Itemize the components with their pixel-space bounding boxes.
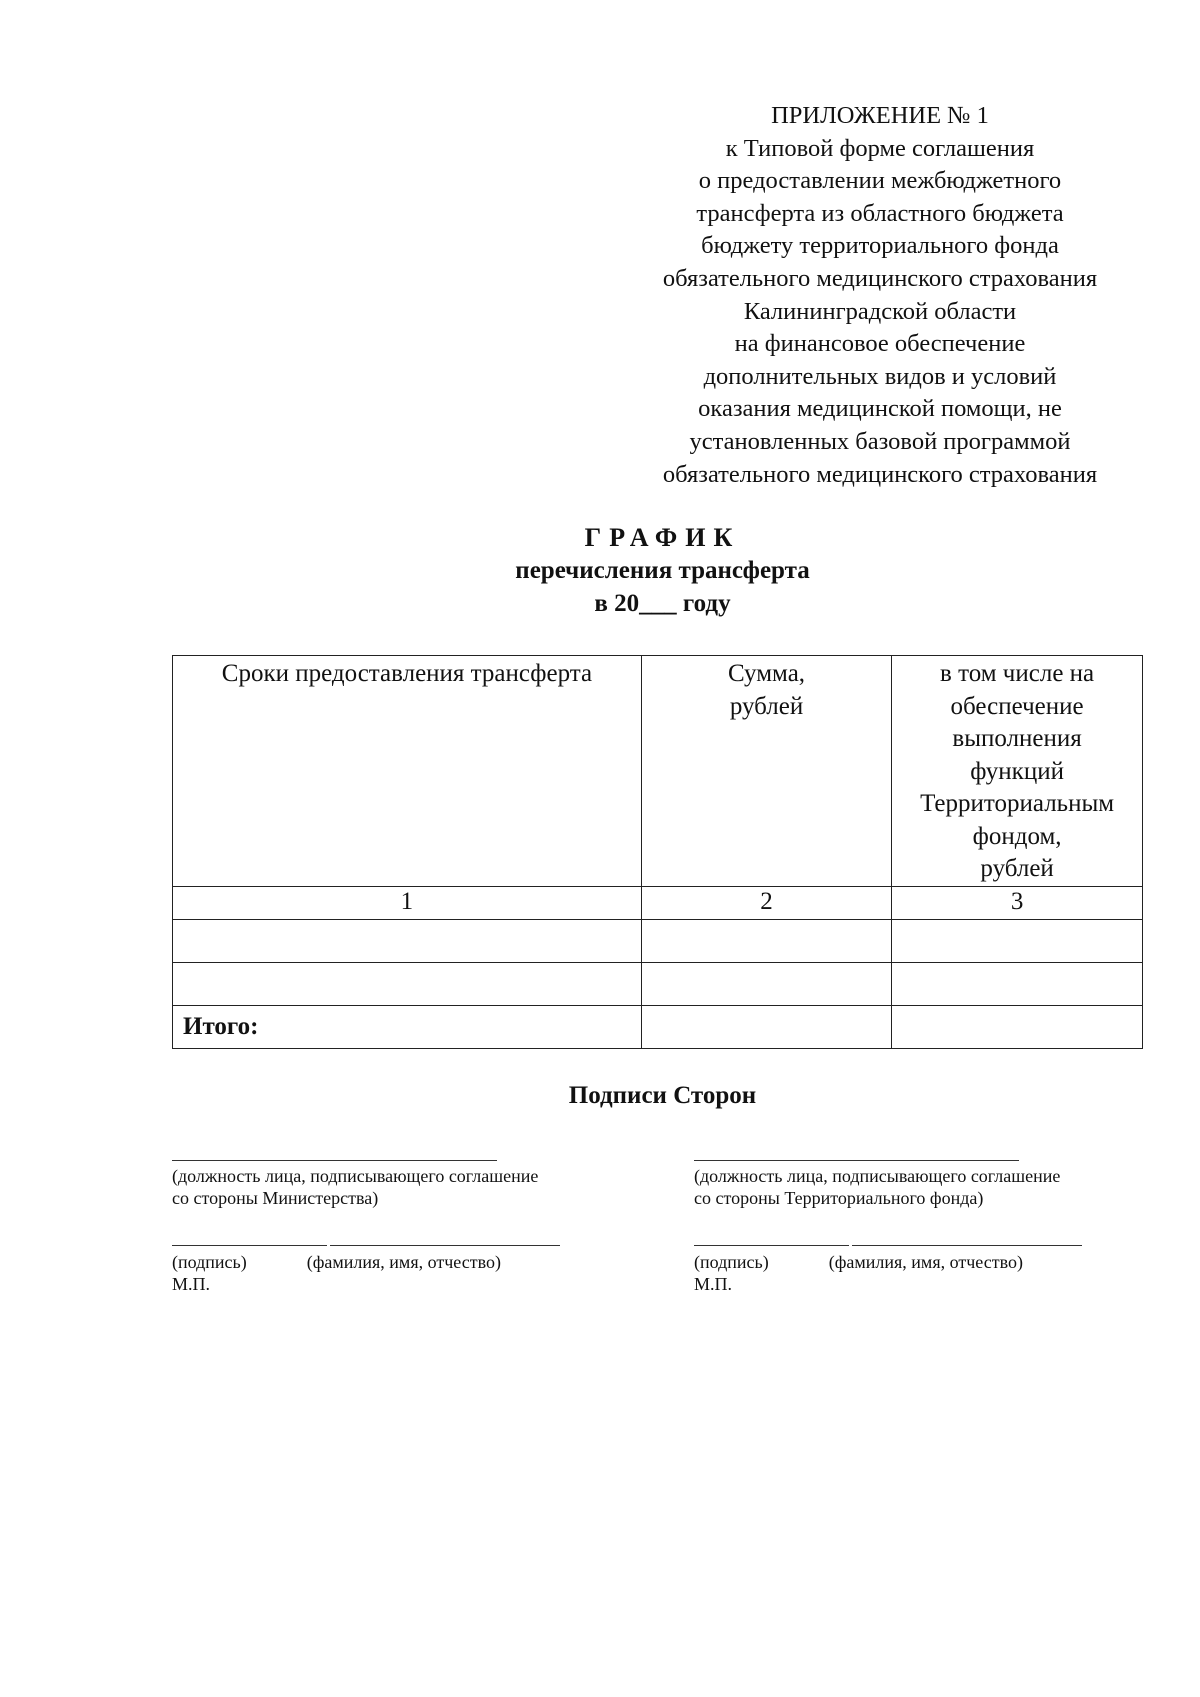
- name-line: [330, 1245, 560, 1246]
- appendix-line: к Типовой форме соглашения: [725, 134, 1035, 162]
- signature-block-fund: [694, 1160, 1124, 1295]
- position-line: [694, 1160, 1019, 1161]
- table-cell: [173, 963, 642, 1006]
- appendix-line: о предоставлении межбюджетного: [698, 167, 1062, 195]
- appendix-line: Калининградской области: [743, 297, 1017, 325]
- table-cell: [173, 920, 642, 963]
- appendix-line: на финансовое обеспечение: [734, 330, 1026, 358]
- appendix-line: оказания медицинской помощи, не: [698, 395, 1062, 423]
- total-row: [173, 1006, 1143, 1049]
- column-number-row: [173, 887, 1143, 920]
- table-cell: [641, 920, 891, 963]
- column-number: 1: [173, 887, 642, 920]
- total-amount-cell: [641, 1006, 891, 1049]
- title-heading: ГРАФИК: [584, 523, 741, 552]
- signatures-title: Подписи Сторон: [568, 1082, 757, 1109]
- appendix-line: обязательного медицинского страхования: [662, 460, 1098, 488]
- transfer-schedule-table: [172, 655, 1143, 1049]
- position-caption: со стороны Территориального фонда): [694, 1188, 984, 1208]
- seal-label: М.П.: [172, 1274, 211, 1294]
- column-number: 3: [892, 887, 1143, 920]
- appendix-line: обязательного медицинского страхования: [662, 264, 1098, 292]
- name-line: [852, 1245, 1082, 1246]
- position-caption: (должность лица, подписывающего соглашение: [694, 1166, 1061, 1186]
- appendix-line: установленных базовой программой: [689, 427, 1071, 455]
- column-number: 2: [641, 887, 891, 920]
- appendix-header: [600, 100, 1160, 491]
- table-row: [173, 963, 1143, 1006]
- document-title: [0, 521, 1200, 620]
- title-year-line: в 20___ году: [594, 590, 731, 617]
- signature-line: [172, 1245, 327, 1246]
- signature-caption: (подпись): [172, 1252, 247, 1272]
- appendix-line: дополнительных видов и условий: [703, 362, 1057, 390]
- table-cell: [641, 963, 891, 1006]
- appendix-line: ПРИЛОЖЕНИЕ № 1: [771, 102, 989, 129]
- position-caption: (должность лица, подписывающего соглашение: [172, 1166, 539, 1186]
- total-fund-cell: [892, 1006, 1143, 1049]
- signature-line: [694, 1245, 849, 1246]
- table-cell: [892, 963, 1143, 1006]
- header-cell-fund-functions: в том числе на обеспечение выполнения функций Территориальным фондом, рублей: [892, 656, 1143, 887]
- total-label: Итого:: [173, 1006, 642, 1049]
- title-subheading: перечисления трансферта: [515, 557, 810, 584]
- signature-caption: (подпись): [694, 1252, 769, 1272]
- appendix-line: трансферта из областного бюджета: [696, 199, 1064, 227]
- name-caption: (фамилия, имя, отчество): [306, 1252, 501, 1272]
- appendix-line: бюджету территориального фонда: [701, 232, 1059, 260]
- position-caption: со стороны Министерства): [172, 1188, 379, 1208]
- table-row: [173, 920, 1143, 963]
- header-cell-amount: Сумма, рублей: [641, 656, 891, 887]
- header-cell-terms: Сроки предоставления трансферта: [173, 656, 642, 887]
- table-header-row: [173, 656, 1143, 887]
- position-line: [172, 1160, 497, 1161]
- name-caption: (фамилия, имя, отчество): [828, 1252, 1023, 1272]
- seal-label: М.П.: [694, 1274, 733, 1294]
- table-cell: [892, 920, 1143, 963]
- signature-block-ministry: [172, 1160, 612, 1295]
